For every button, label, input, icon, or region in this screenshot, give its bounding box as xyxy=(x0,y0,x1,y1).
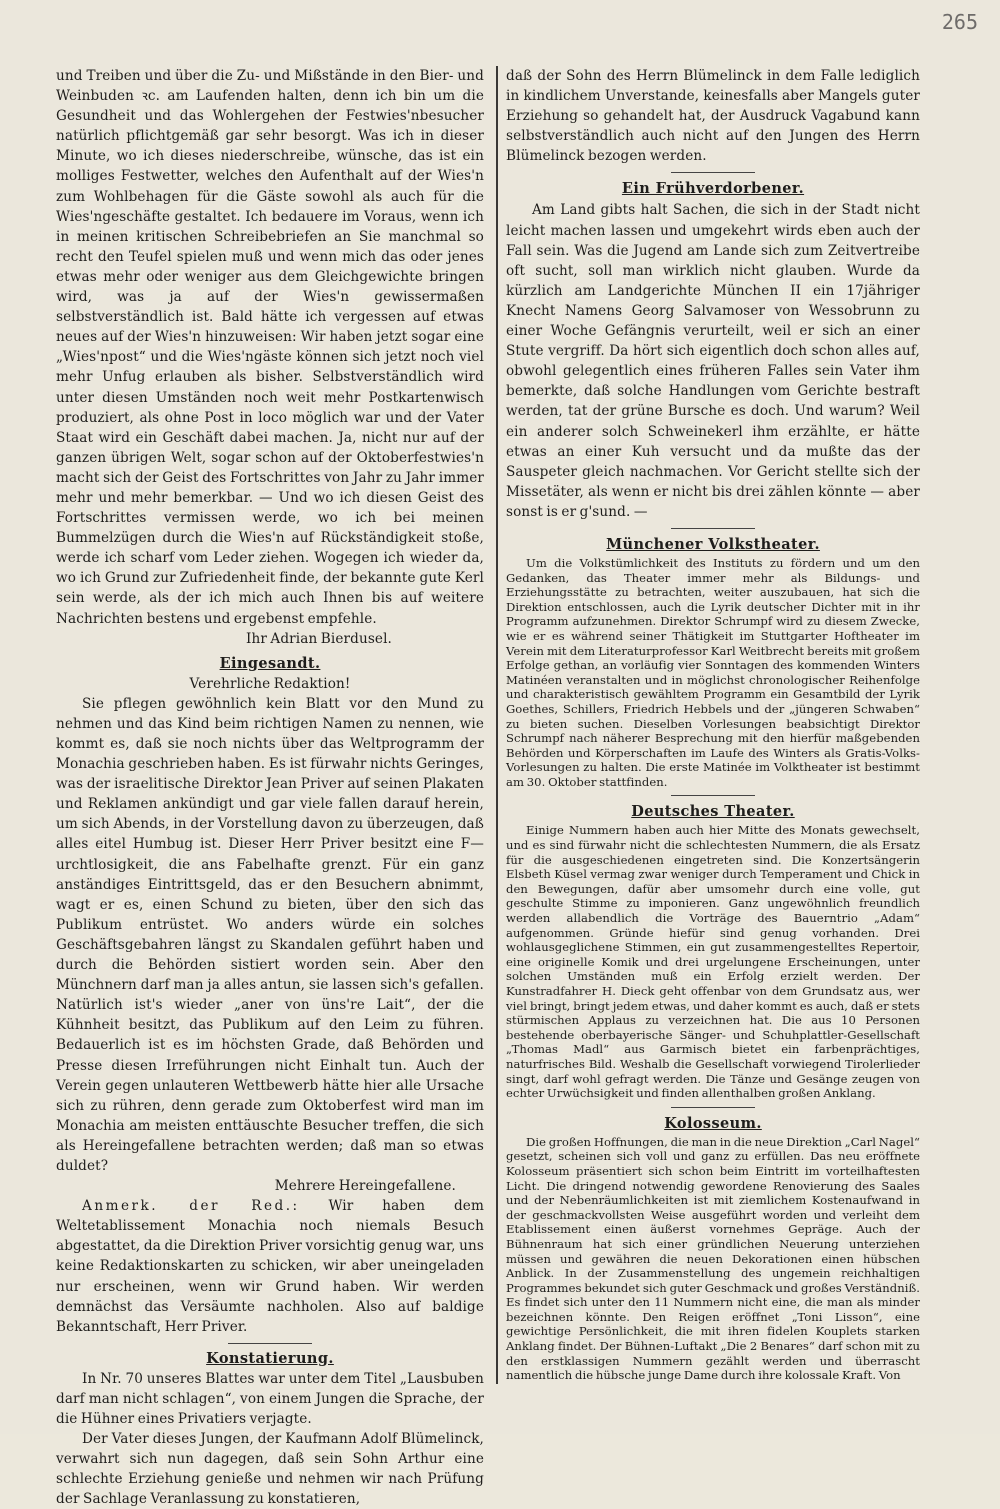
fruehverdorbener-body: Am Land gibts halt Sachen, die sich in der Stadt nicht leicht machen lassen und umgekehrt wirds eben auch der Fall sein. Was die Jugend am Lande sich zum Zeitvertreibe oft sucht, soll man wirklich nicht glauben. Wurde da kürzlich am Landgerichte München II ein 17jähriger Knecht Namens Georg Salvamoser von Wessobrunn zu einer Woche Gefängnis verurteilt, weil er sich an einer Stute vergriff. Da hört sich eigentlich doch schon alles auf, obwohl gelegentlich eines früheren Falles sein Vater ihm bemerkte, daß solche Handlungen vom Gerichte bestraft werden, tat der grüne Bursche es doch. Und warum? Weil ein anderer solch Schweinekerl ihm erzählte, er hätte etwas an einer Kuh versucht und da mußte das der Sauspeter gleich nachmachen. Vor Gericht stellte sich der Missetäter, als wenn er nicht bis drei zählen könnte — aber sonst is er g'sund. — xyxy=(506,202,920,520)
editor-note-label: Anmerk. der Red.: xyxy=(82,1198,300,1215)
page-number: 265 xyxy=(941,10,978,34)
eingesandt-body: Sie pflegen gewöhnlich kein Blatt vor den Mund zu nehmen und das Kind beim richtigen Namen zu nennen, wie kommt es, daß sie noch nichts über das Weltprogramm der Monachia geschrieben haben. Es ist fürwahr nichts Geringes, was der israelitische Direktor Jean Priver auf seinen Plakaten und Reklamen ankündigt und gar viele fallen darauf herein, um sich Abends, in der Vorstellung davon zu überzeugen, daß alles eitel Humbug ist. Dieser Herr Priver besitzt eine F—urchtlosigkeit, die ans Fabelhafte grenzt. Für ein ganz anständiges Eintrittsgeld, das er den Besuchern abnimmt, wagt er es, einen Schund zu bieten, über den sich das Publikum entrüstet. Wo anders würde ein solches Geschäftsgebahren längst zu Skandalen geführt haben und durch die Behörden sistiert worden sein. Aber den Münchnern darf man ja alles antun, sie lassen sich's gefallen. Natürlich ist's wieder „aner von üns're Lait“, der die Kühnheit besitzt, das Publikum auf den Leim zu führen. Bedauerlich ist es im höchsten Grade, daß Behörden und Presse diesen Irreführungen nicht Einhalt tun. Auch der Verein gegen unlauteren Wettbewerb hätte hier alle Ursache sich zu rühren, denn gerade zum Oktoberfest wird man im Monachia am meisten enttäuschte Besucher treffen, die sich als Hereingefallene betrachten werden; daß man so etwas duldet? xyxy=(56,695,484,1174)
heading-fruehverdorbener: Ein Frühverdorbener. xyxy=(621,180,805,198)
editor-note-text: Wir haben dem Weltetablissement Monachia noch niemals Besuch abgestattet, da die Direktion Priver vorsichtig genug war, uns keine Redaktionskarten zu schicken, wir aber uneingeladen nur erscheinen, wenn wir Grund haben. Wir werden demnächst das Versäumte nachholen. Also auf baldige Bekanntschaft, Herr Priver. xyxy=(56,1198,484,1335)
letter-body: und Treiben und über die Zu- und Mißstände in den Bier- und Weinbuden ꝛc. am Laufenden halten, denn ich bin um die Gesundheit und das Wohlergehen der Festwies'nbesucher natürlich pflichtgemäß gar sehr besorgt. Was ich in dieser Minute, wo ich dieses niederschreibe, wünsche, das ist ein molliges Festwetter, welches den Aufenthalt auf der Wies'n zum Wohlbehagen für die Gäste sowohl als auch für die Wies'ngeschäfte gestaltet. Ich bedauere im Voraus, wenn ich in meinen kritischen Schreibebriefen an Sie manchmal so recht den Teufel spielen muß und wenn mich das oder jenes etwas mehr oder weniger aus dem Gleichgewichte bringen wird, was ja auf der Wies'n gewissermaßen selbstverständlich ist. Bald hätte ich vergessen auf etwas neues auf der Wies'n hinzuweisen: Wir haben jetzt sogar eine „Wies'npost“ und die Wies'ngäste können sich jetzt noch viel mehr Unfug erlauben als bisher. Selbstverständlich wird unter diesen Umständen noch weit mehr Postkartenwisch produziert, als ohne Post in loco möglich war und der Vater Staat wird ein Geschäft dabei machen. Ja, nicht nur auf der ganzen übrigen Welt, sogar schon auf der Oktoberfestwies'n macht sich der Geist des Fortschrittes von Jahr zu Jahr immer mehr und mehr bemerkbar. — Und wo ich diesen Geist des Fortschrittes vermissen werde, wo ich bei meinen Bummelzügen durch die Wies'n auf Rückständigkeit stoße, werde ich scharf vom Leder ziehen. Wogegen ich wieder da, wo ich Grund zur Zufriedenheit finde, der bekannte gute Kerl sein werde, als der ich mich auch Ihnen bis auf weitere Nachrichten bestens und ergebenst empfehle. xyxy=(56,68,484,627)
salutation: Verehrliche Redaktion! xyxy=(189,675,351,692)
heading-volkstheater: Münchener Volkstheater. xyxy=(606,535,820,553)
editor-note xyxy=(56,1196,484,1337)
right-column xyxy=(506,66,920,1383)
section-separator xyxy=(671,528,755,529)
heading-deutsches-theater: Deutsches Theater. xyxy=(631,803,795,821)
right-upper-block xyxy=(506,66,920,522)
deutsches-theater-body: Einige Nummern haben auch hier Mitte des Monats gewechselt, und es sind fürwahr nicht die schlechtesten Nummern, die als Ersatz für die ausgeschiedenen eingetreten sind. Die Konzertsängerin Elsbeth Küsel vermag zwar weniger durch Temperament und Chick in den Bewegungen, dafür aber umsomehr durch eine volle, gut geschulte Stimme zu imponieren. Ganz ungewöhnlich freundlich werden allabendlich die Vorträge des Bauerntrio „Adam“ aufgenommen. Gründe hiefür sind genug vorhanden. Drei wohlausgeglichene Stimmen, ein gut zusammengestelltes Repertoir, eine originelle Komik und drei urgelungene Erscheinungen, unter solchen Umständen muß ein Erfolg erzielt werden. Der Kunstradfahrer H. Dieck geht offenbar von dem Grundsatz aus, wer viel bringt, bringt jedem etwas, und daher kommt es auch, daß er stets stürmischen Applaus zu verzeichnen hat. Die aus 10 Personen bestehende oberbayerische Sänger- und Schuhplattler-Gesellschaft „Thomas Madl“ aus Garmisch bietet ein farbenprächtiges, naturfrisches Bild. Weshalb die Gesellschaft vorwiegend Tirolerlieder singt, darf wohl gefragt werden. Die Tänze und Gesänge zeugen von echter Urwüchsigkeit und finden allenthalben großen Anklang. xyxy=(506,823,920,1101)
left-column xyxy=(56,66,484,1508)
heading-kolosseum: Kolosseum. xyxy=(664,1114,762,1132)
heading-konstatierung: Konstatierung. xyxy=(206,1349,334,1367)
section-separator xyxy=(671,795,755,796)
section-separator xyxy=(671,172,755,173)
right-lower-block xyxy=(506,528,920,1383)
section-separator xyxy=(671,1107,755,1108)
konstatierung-continuation: daß der Sohn des Herrn Blümelinck in dem Falle lediglich in kindlichem Unverstande, keinesfalls aber Mangels guter Erziehung so gehandelt hat, der Ausdruck Vagabund kann selbstverständlich auch nicht auf den Jungen des Herrn Blümelinck bezogen werden. xyxy=(506,68,920,165)
section-separator xyxy=(228,1343,312,1344)
volkstheater-body: Um die Volkstümlichkeit des Instituts zu fördern und um den Gedanken, das Theater immer mehr als Bildungs- und Erziehungsstätte zu betrachten, weiter auszubauen, hat sich die Direktion entschlossen, auch die Lyrik deutscher Dichter mit in ihr Programm aufzunehmen. Direktor Schrumpf wird zu diesem Zwecke, wie er es während seiner Thätigkeit im Stuttgarter Hoftheater im Verein mit dem Literaturprofessor Karl Weitbrecht bereits mit großem Erfolge gethan, an vorläufig vier Sonntagen des kommenden Winters Matinéen veranstalten und in möglichst chronologischer Reihenfolge und charakteristisch gewähltem Programm ein Gesamtbild der Lyrik Goethes, Schillers, Friedrich Hebbels und der „jüngeren Schwaben“ zu bieten suchen. Dieselben Vorlesungen beabsichtigt Direktor Schrumpf nach näherer Besprechung mit den hierfür maßgebenden Behörden und Körperschaften im Laufe des Winters als Gratis-Volks-Vorlesungen zu halten. Die erste Matinée im Volktheater ist bestimmt am 30. Oktober stattfinden. xyxy=(506,555,920,789)
eingesandt-signature: Mehrere Hereingefallene. xyxy=(274,1178,456,1195)
kolosseum-body: Die großen Hoffnungen, die man in die neue Direktion „Carl Nagel“ gesetzt, scheinen sich voll und ganz zu erfüllen. Das neu eröffnete Kolosseum präsentiert sich schon beim Eintritt im vorteilhaftesten Licht. Die dringend notwendig gewordene Renovierung des Saales und der Nebenräumlichkeiten ist mit ziemlichem Kostenaufwand in der geschmackvollsten Weise ausgeführt worden und verleiht dem Etablissement einen äußerst vornehmes Gepräge. Auch der Bühnenraum hat sich einer gründlichen Neuerung unterziehen müssen und gewähren die neuen Dekorationen einen hübschen Anblick. In der Zusammenstellung des ungemein reichhaltigen Programmes bekundet sich guter Geschmack und großes Verständniß. Es findet sich unter den 11 Nummern nicht eine, die man als minder bezeichnen könnte. Den Reigen eröffnet „Toni Lisson“, eine gewichtige Persönlichkeit, die mit ihren fidelen Kouplets starken Anklang findet. Der Bühnen-Luftakt „Die 2 Benares“ darf schon mit zu den erstklassigen Nummern gezählt werden und überrascht namentlich die hübsche junge Dame durch ihre kolossale Kraft. Von xyxy=(506,1134,920,1383)
konstatierung-body-2: Der Vater dieses Jungen, der Kaufmann Adolf Blümelinck, verwahrt sich nun dagegen, daß sein Sohn Arthur eine schlechte Erziehung genieße und nehmen wir nach Prüfung der Sachlage Veranlassung zu konstatieren, xyxy=(56,1431,484,1508)
letter-signature: Ihr Adrian Bierdusel. xyxy=(245,630,392,647)
konstatierung-body-1: In Nr. 70 unseres Blattes war unter dem Titel „Lausbuben darf man nicht schlagen“, von einem Jungen die Sprache, der die Hühner eines Privatiers verjagte. xyxy=(56,1370,484,1427)
heading-eingesandt: Eingesandt. xyxy=(219,654,321,672)
column-divider xyxy=(496,66,498,1384)
